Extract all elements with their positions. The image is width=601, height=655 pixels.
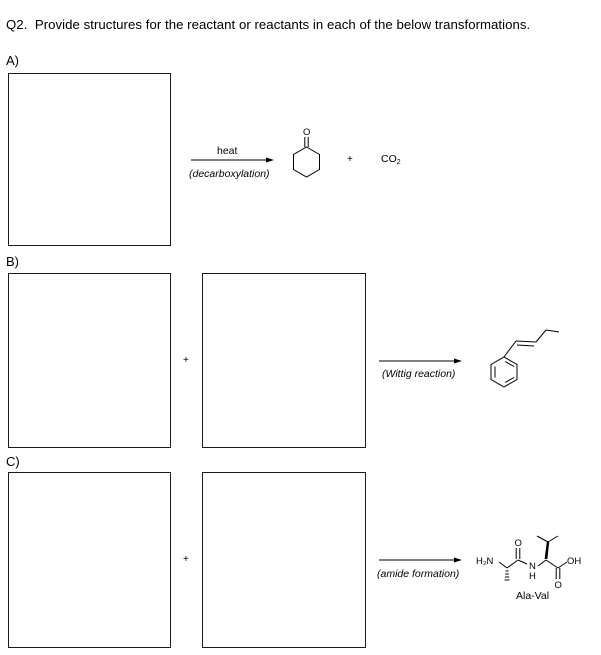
part-b-plus-sign: + — [183, 355, 189, 366]
part-a-condition-label: (decarboxylation) — [189, 168, 270, 180]
cyclohexanone-structure — [288, 122, 328, 182]
part-b-answer-box-1[interactable] — [8, 273, 171, 448]
amide-hydrogen-atom: H — [529, 571, 536, 582]
part-a-reaction-arrow — [190, 156, 280, 164]
part-b-condition-label: (Wittig reaction) — [382, 368, 456, 380]
question-prompt: Provide structures for the reactant or reactants in each of the below transformations. — [34, 17, 531, 32]
part-b-answer-box-2[interactable] — [202, 273, 366, 448]
hydroxyl-oh-group: OH — [567, 556, 582, 567]
part-a-answer-box[interactable] — [8, 73, 171, 246]
part-c-condition-label: (amide formation) — [377, 568, 460, 580]
dipeptide-name: Ala-Val — [516, 590, 550, 602]
ala-val-structure — [474, 528, 599, 596]
co2-main: CO — [381, 153, 397, 165]
question-text — [6, 17, 530, 32]
part-b-label: B) — [6, 254, 19, 269]
co2-subscript: 2 — [396, 159, 401, 166]
wittig-product-structure — [486, 326, 566, 391]
ketone-oxygen-atom: O — [303, 127, 311, 138]
part-c-answer-box-1[interactable] — [8, 472, 171, 648]
part-a-label: A) — [6, 53, 19, 68]
part-c-label: C) — [6, 454, 20, 469]
part-a-plus-sign: + — [347, 154, 353, 165]
amide-oxygen-atom: O — [514, 538, 522, 549]
amide-nitrogen-atom: N — [529, 561, 536, 572]
part-c-reaction-arrow — [378, 556, 468, 564]
part-c-plus-sign: + — [183, 554, 189, 565]
co2-formula — [381, 153, 401, 166]
part-c-answer-box-2[interactable] — [202, 472, 366, 648]
acid-oxygen-atom: O — [554, 580, 562, 591]
part-b-reaction-arrow — [378, 357, 468, 365]
part-a-condition-heat: heat — [217, 145, 238, 157]
question-number: Q2. — [6, 17, 28, 32]
amine-h2n-atom: H₂N — [476, 556, 494, 567]
